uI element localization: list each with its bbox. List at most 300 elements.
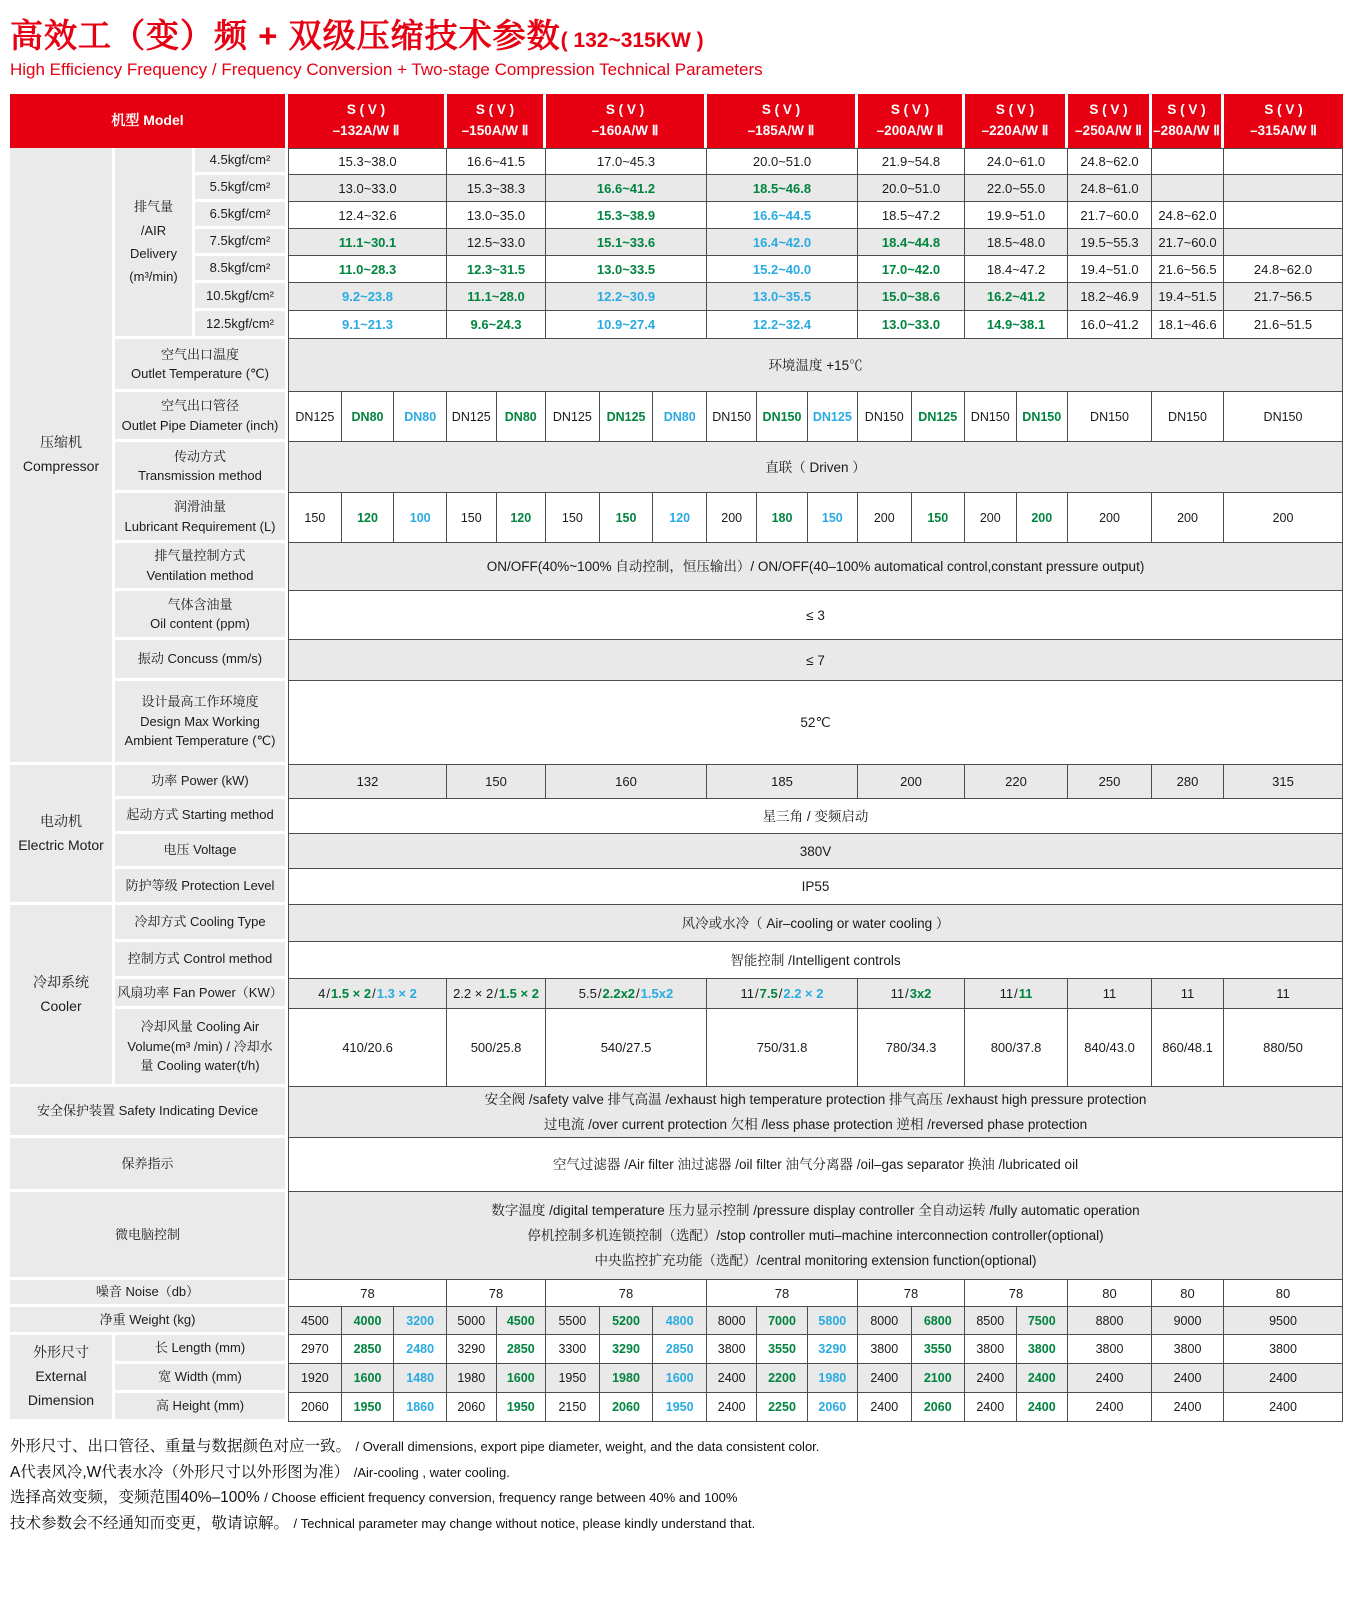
span-value: 380V: [288, 834, 1343, 869]
noise-row: [10, 1280, 1343, 1307]
value-cell: [965, 392, 1068, 442]
value-part: 2150: [558, 1400, 587, 1414]
value-part: 4500: [496, 1307, 546, 1334]
value-part: 2060: [807, 1393, 857, 1421]
row-label: 起动方式 Starting method: [115, 799, 288, 834]
value-part: 2850: [652, 1335, 706, 1363]
value-cell: [447, 1364, 546, 1393]
span-value: ON/OFF(40%~100% 自动控制，恒压输出）/ ON/OFF(40–100% automatical control,constant pressure output): [288, 543, 1343, 591]
value-cell: 11: [1068, 979, 1152, 1009]
models-header-label: 机型 Model: [10, 94, 288, 148]
value-cell: 16.2~41.2: [965, 283, 1068, 311]
value-cell: 80: [1224, 1280, 1343, 1307]
value-part: 1920: [300, 1371, 329, 1385]
value-part: 3800: [1016, 1335, 1068, 1363]
pressure-label: 5.5kgf/cm²: [195, 175, 288, 202]
span-value: ≤ 3: [288, 591, 1343, 640]
row-label: 防护等级 Protection Level: [115, 869, 288, 905]
value-part: 200: [979, 510, 1001, 525]
value-part: 2400: [717, 1371, 746, 1385]
air-delivery-label: 排气量 /AIR Delivery (m³/min): [115, 148, 195, 339]
value-cell: 780/34.3: [858, 1009, 965, 1087]
note-en: / Overall dimensions, export pipe diameter, weight, and the data consistent color.: [355, 1439, 820, 1454]
ventilation-method-row: [10, 543, 1343, 591]
lubricant-requirement-row: [10, 493, 1343, 543]
value-cell: [1224, 229, 1343, 256]
model-header: S ( V ) –250A/W Ⅱ: [1068, 94, 1152, 148]
value-cell: [965, 1307, 1068, 1335]
value-part: 3800: [1173, 1342, 1202, 1356]
value-cell: 78: [707, 1280, 858, 1307]
value-cell: 78: [288, 1280, 447, 1307]
value-part: 5500: [558, 1313, 587, 1328]
value-cell: [288, 1335, 447, 1364]
row-label: 宽 Width (mm): [115, 1364, 288, 1393]
pressure-label: 10.5kgf/cm²: [195, 283, 288, 311]
value-part: 1860: [393, 1393, 446, 1421]
starting-method-row: [10, 799, 1343, 834]
model-header: S ( V ) –315A/W Ⅱ: [1224, 94, 1343, 148]
value-cell: 15.0~38.6: [858, 283, 965, 311]
value-cell: 750/31.8: [707, 1009, 858, 1087]
value-cell: 860/48.1: [1152, 1009, 1224, 1087]
value-part: 2400: [870, 1371, 899, 1385]
value-cell: [1224, 175, 1343, 202]
value-cell: [707, 1364, 858, 1393]
value-cell: 19.5~55.3: [1068, 229, 1152, 256]
value-part: 5200: [599, 1307, 653, 1334]
value-cell: 18.4~44.8: [858, 229, 965, 256]
value-cell: [1152, 493, 1224, 543]
value-cell: [858, 493, 965, 543]
value-cell: 20.0~51.0: [707, 148, 858, 175]
value-part: 2400: [976, 1400, 1005, 1414]
value-cell: 200: [858, 765, 965, 799]
oil-content-row: [10, 591, 1343, 640]
value-cell: [1224, 392, 1343, 442]
value-cell: 13.0~35.0: [447, 202, 546, 229]
value-part: DN125: [552, 409, 592, 424]
value-cell: [1068, 493, 1152, 543]
air-delivery-7point5-row: [10, 229, 1343, 256]
net-weight-row: [10, 1307, 1343, 1335]
control-method-row: [10, 942, 1343, 979]
value-part: 8000: [717, 1313, 746, 1328]
model-header: S ( V ) –200A/W Ⅱ: [858, 94, 965, 148]
value-cell: [1224, 493, 1343, 543]
value-part: DN125: [599, 392, 653, 441]
value-cell: 24.0~61.0: [965, 148, 1068, 175]
value-cell: [447, 493, 546, 543]
value-cell: 15.3~38.3: [447, 175, 546, 202]
transmission-method-row: [10, 442, 1343, 493]
fan-power-row: [10, 979, 1343, 1009]
value-cell: [1224, 202, 1343, 229]
value-cell: 11/7.5/2.2 × 2: [707, 979, 858, 1009]
span-value: 星三角 / 变频启动: [288, 799, 1343, 834]
value-cell: 280: [1152, 765, 1224, 799]
value-cell: [1068, 1307, 1152, 1335]
note-zh: A代表风冷,W代表水冷（外形尺寸以外形图为准）: [10, 1463, 350, 1481]
span-value: IP55: [288, 869, 1343, 905]
value-part: 2400: [1095, 1400, 1124, 1414]
air-delivery-5point5-row: [10, 175, 1343, 202]
value-part: DN150: [1168, 409, 1207, 424]
value-part: DN150: [864, 409, 904, 424]
value-cell: [1152, 1393, 1224, 1422]
outlet-pipe-diameter-row: [10, 392, 1343, 442]
value-cell: 80: [1068, 1280, 1152, 1307]
row-label: 润滑油量 Lubricant Requirement (L): [115, 493, 288, 543]
value-cell: [1068, 392, 1152, 442]
value-cell: [1152, 392, 1224, 442]
value-part: 2200: [756, 1364, 806, 1392]
value-part: 150: [599, 493, 653, 542]
value-cell: [965, 1335, 1068, 1364]
value-cell: [858, 1393, 965, 1422]
value-cell: [858, 1307, 965, 1335]
value-cell: 14.9~38.1: [965, 311, 1068, 339]
value-cell: 19.4~51.0: [1068, 256, 1152, 283]
category-label: 外形尺寸 External Dimension: [10, 1335, 115, 1422]
row-label: 微电脑控制: [10, 1192, 288, 1280]
span-value: 空气过滤器 /Air filter 油过滤器 /oil filter 油气分离器 /oil–gas separator 换油 /lubricated oil: [288, 1138, 1343, 1192]
value-part: 180: [756, 493, 806, 542]
value-cell: 13.0~33.5: [546, 256, 707, 283]
value-cell: [447, 1393, 546, 1422]
value-cell: 78: [546, 1280, 707, 1307]
note-line-1: [10, 1434, 1343, 1460]
value-part: 3800: [870, 1342, 899, 1356]
value-cell: [1224, 1393, 1343, 1422]
value-part: 2850: [496, 1335, 546, 1363]
value-cell: [288, 1307, 447, 1335]
value-cell: [288, 493, 447, 543]
row-label: 噪音 Noise（db）: [10, 1280, 288, 1307]
value-cell: [447, 392, 546, 442]
value-cell: 78: [447, 1280, 546, 1307]
value-cell: [546, 1364, 707, 1393]
row-label: 净重 Weight (kg): [10, 1307, 288, 1335]
value-cell: 185: [707, 765, 858, 799]
value-cell: [288, 1364, 447, 1393]
value-cell: 18.5~47.2: [858, 202, 965, 229]
value-cell: 15.3~38.9: [546, 202, 707, 229]
value-part: 3800: [1095, 1342, 1124, 1356]
note-zh: 外形尺寸、出口管径、重量与数据颜色对应一致。: [10, 1438, 352, 1455]
value-cell: 19.9~51.0: [965, 202, 1068, 229]
note-en: / Choose efficient frequency conversion, frequency range between 40% and 100%: [264, 1490, 738, 1505]
value-cell: [546, 493, 707, 543]
value-part: 2480: [393, 1335, 446, 1363]
row-label: 风扇功率 Fan Power（KW）: [115, 979, 288, 1009]
value-cell: [1068, 1335, 1152, 1364]
value-part: 2250: [756, 1393, 806, 1421]
value-part: 1600: [652, 1364, 706, 1392]
value-cell: 15.1~33.6: [546, 229, 707, 256]
value-cell: 13.0~35.5: [707, 283, 858, 311]
value-cell: 21.7~56.5: [1224, 283, 1343, 311]
value-cell: 10.9~27.4: [546, 311, 707, 339]
value-part: DN80: [496, 392, 546, 441]
value-cell: 132: [288, 765, 447, 799]
value-cell: 15.2~40.0: [707, 256, 858, 283]
value-cell: [1152, 148, 1224, 175]
row-label: 功率 Power (kW): [115, 765, 288, 799]
value-cell: 80: [1152, 1280, 1224, 1307]
value-part: 3800: [976, 1342, 1005, 1356]
value-cell: [288, 1393, 447, 1422]
value-part: 150: [911, 493, 965, 542]
value-part: DN80: [341, 392, 394, 441]
row-label: 排气量控制方式 Ventilation method: [115, 543, 288, 591]
note-en: /Air-cooling , water cooling.: [353, 1464, 510, 1480]
value-part: 2060: [457, 1400, 486, 1414]
value-cell: [1152, 1307, 1224, 1335]
value-cell: [1068, 1393, 1152, 1422]
value-cell: [1152, 175, 1224, 202]
value-part: DN125: [807, 392, 857, 441]
value-cell: [546, 1393, 707, 1422]
value-cell: [707, 493, 858, 543]
voltage-row: [10, 834, 1343, 869]
pressure-label: 6.5kgf/cm²: [195, 202, 288, 229]
value-cell: 160: [546, 765, 707, 799]
title-power-range: ( 132~315KW ): [560, 29, 704, 52]
spec-table: [10, 94, 1343, 1422]
value-cell: 21.6~51.5: [1224, 311, 1343, 339]
value-cell: 21.7~60.0: [1068, 202, 1152, 229]
row-label: 冷却方式 Cooling Type: [115, 905, 288, 942]
row-label: 冷却风量 Cooling Air Volume(m³ /min) / 冷却水 量 Cooling water(t/h): [115, 1009, 288, 1087]
value-part: 3550: [756, 1335, 806, 1363]
value-part: 2970: [300, 1342, 329, 1356]
value-cell: 500/25.8: [447, 1009, 546, 1087]
note-zh: 技术参数会不经通知而变更，敬请谅解。: [10, 1514, 290, 1532]
model-header: S ( V ) –185A/W Ⅱ: [707, 94, 858, 148]
page-title: [10, 10, 1343, 57]
value-part: 120: [652, 493, 706, 542]
value-part: 1600: [496, 1364, 546, 1392]
value-part: 7500: [1016, 1307, 1068, 1334]
value-part: 8000: [870, 1313, 899, 1328]
air-delivery-8point5-row: [10, 256, 1343, 283]
value-cell: 24.8~62.0: [1068, 148, 1152, 175]
row-label: 安全保护装置 Safety Indicating Device: [10, 1087, 288, 1138]
value-part: DN125: [911, 392, 965, 441]
value-cell: 24.8~62.0: [1152, 202, 1224, 229]
value-part: 3550: [911, 1335, 965, 1363]
value-part: 3300: [558, 1342, 587, 1356]
value-cell: [858, 392, 965, 442]
concuss-row: [10, 640, 1343, 681]
value-part: 3290: [457, 1342, 486, 1356]
value-part: DN150: [1090, 409, 1129, 424]
value-part: 1980: [599, 1364, 653, 1392]
value-cell: 840/43.0: [1068, 1009, 1152, 1087]
value-cell: 11.0~28.3: [288, 256, 447, 283]
value-cell: 11.1~30.1: [288, 229, 447, 256]
value-cell: [858, 1335, 965, 1364]
value-cell: [965, 493, 1068, 543]
row-label: 电压 Voltage: [115, 834, 288, 869]
value-part: 1950: [496, 1393, 546, 1421]
air-delivery-4point5-row: [10, 148, 1343, 175]
value-part: 1980: [807, 1364, 857, 1392]
value-cell: 22.0~55.0: [965, 175, 1068, 202]
value-cell: 15.3~38.0: [288, 148, 447, 175]
value-part: DN150: [970, 409, 1010, 424]
value-part: 9000: [1173, 1313, 1202, 1328]
value-cell: 17.0~45.3: [546, 148, 707, 175]
span-value: 52℃: [288, 681, 1343, 765]
air-delivery-12point5-row: [10, 311, 1343, 339]
note-line-4: [10, 1511, 1343, 1537]
value-part: 1950: [341, 1393, 394, 1421]
value-cell: 800/37.8: [965, 1009, 1068, 1087]
value-cell: 220: [965, 765, 1068, 799]
row-label: 振动 Concuss (mm/s): [115, 640, 288, 681]
value-cell: 4/1.5 × 2/1.3 × 2: [288, 979, 447, 1009]
value-cell: 880/50: [1224, 1009, 1343, 1087]
value-cell: [447, 1307, 546, 1335]
value-part: 2400: [1269, 1400, 1297, 1414]
row-label: 保养指示: [10, 1138, 288, 1192]
category-label: 压缩机 Compressor: [10, 148, 115, 765]
value-part: 4800: [652, 1307, 706, 1334]
value-cell: [858, 1364, 965, 1393]
value-cell: [1152, 1364, 1224, 1393]
value-cell: 16.0~41.2: [1068, 311, 1152, 339]
note-zh: 选择高效变频，变频范围40%–100%: [10, 1489, 260, 1506]
value-cell: [546, 392, 707, 442]
value-cell: 540/27.5: [546, 1009, 707, 1087]
value-part: 3800: [717, 1342, 746, 1356]
value-part: 3200: [393, 1307, 446, 1334]
cooling-type-row: [10, 905, 1343, 942]
value-part: 2060: [911, 1393, 965, 1421]
value-part: 2400: [1016, 1393, 1068, 1421]
value-cell: 13.0~33.0: [288, 175, 447, 202]
value-cell: 11: [1152, 979, 1224, 1009]
value-part: 200: [873, 510, 895, 525]
value-cell: 5.5/2.2x2/1.5x2: [546, 979, 707, 1009]
outlet-temperature-row: [10, 339, 1343, 392]
value-cell: [965, 1364, 1068, 1393]
value-part: 2400: [1095, 1371, 1124, 1385]
value-cell: 18.1~46.6: [1152, 311, 1224, 339]
value-part: 200: [1099, 510, 1120, 525]
power-row: [10, 765, 1343, 799]
value-cell: 18.5~48.0: [965, 229, 1068, 256]
value-cell: [707, 1307, 858, 1335]
value-cell: 78: [965, 1280, 1068, 1307]
value-part: 150: [304, 510, 326, 525]
value-part: DN150: [712, 409, 752, 424]
protection-level-row: [10, 869, 1343, 905]
value-part: 200: [1272, 510, 1294, 525]
value-cell: [546, 1335, 707, 1364]
model-header: S ( V ) –220A/W Ⅱ: [965, 94, 1068, 148]
maintenance-indication-row: [10, 1138, 1343, 1192]
value-cell: [965, 1393, 1068, 1422]
value-cell: 12.3~31.5: [447, 256, 546, 283]
value-part: DN150: [1016, 392, 1068, 441]
height-row: [10, 1393, 1343, 1422]
value-cell: 20.0~51.0: [858, 175, 965, 202]
span-value: 风冷或水冷（ Air–cooling or water cooling ）: [288, 905, 1343, 942]
span-value: 直联（ Driven ）: [288, 442, 1343, 493]
pressure-label: 7.5kgf/cm²: [195, 229, 288, 256]
value-part: DN125: [295, 409, 335, 424]
value-cell: 18.4~47.2: [965, 256, 1068, 283]
value-cell: 17.0~42.0: [858, 256, 965, 283]
value-part: 1950: [558, 1371, 587, 1385]
value-cell: 11: [1224, 979, 1343, 1009]
value-part: 1480: [393, 1364, 446, 1392]
span-value: 环境温度 +15℃: [288, 339, 1343, 392]
value-part: 6800: [911, 1307, 965, 1334]
value-cell: [1068, 1364, 1152, 1393]
value-part: 2060: [599, 1393, 653, 1421]
value-cell: 9.2~23.8: [288, 283, 447, 311]
value-cell: 12.2~30.9: [546, 283, 707, 311]
value-part: 200: [1016, 493, 1068, 542]
value-cell: 18.5~46.8: [707, 175, 858, 202]
value-part: 2850: [341, 1335, 394, 1363]
length-row: [10, 1335, 1343, 1364]
category-label: 冷却系统 Cooler: [10, 905, 115, 1087]
row-label: 长 Length (mm): [115, 1335, 288, 1364]
value-cell: 16.6~44.5: [707, 202, 858, 229]
value-cell: 78: [858, 1280, 965, 1307]
value-cell: 9.6~24.3: [447, 311, 546, 339]
value-cell: 11/3x2: [858, 979, 965, 1009]
value-cell: 11/11: [965, 979, 1068, 1009]
value-cell: 24.8~62.0: [1224, 256, 1343, 283]
value-cell: [546, 1307, 707, 1335]
value-part: 2400: [1173, 1371, 1202, 1385]
value-part: 3800: [1269, 1342, 1297, 1356]
title-chinese: 高效工（变）频 + 双级压缩技术参数: [10, 17, 561, 54]
value-part: DN80: [652, 392, 706, 441]
value-part: 150: [807, 493, 857, 542]
note-line-2: [10, 1460, 1343, 1486]
value-cell: 250: [1068, 765, 1152, 799]
note-line-3: [10, 1485, 1343, 1511]
value-part: 5800: [807, 1307, 857, 1334]
value-part: 3290: [807, 1335, 857, 1363]
value-part: 4500: [300, 1313, 329, 1328]
value-cell: [1224, 1335, 1343, 1364]
value-part: 2400: [870, 1400, 899, 1414]
value-part: 200: [721, 510, 743, 525]
value-part: 2400: [1016, 1364, 1068, 1392]
model-header: S ( V ) –132A/W Ⅱ: [288, 94, 447, 148]
microcomputer-control-row: [10, 1192, 1343, 1280]
span-value: ≤ 7: [288, 640, 1343, 681]
row-label: 空气出口温度 Outlet Temperature (℃): [115, 339, 288, 392]
value-part: 2400: [976, 1371, 1005, 1385]
design-max-ambient-temperature-row: [10, 681, 1343, 765]
category-label: 电动机 Electric Motor: [10, 765, 115, 905]
value-part: 100: [393, 493, 446, 542]
value-cell: 13.0~33.0: [858, 311, 965, 339]
value-part: DN125: [451, 409, 491, 424]
safety-indicating-device-row: [10, 1087, 1343, 1138]
value-part: 120: [341, 493, 394, 542]
cooling-air-volume-row: [10, 1009, 1343, 1087]
